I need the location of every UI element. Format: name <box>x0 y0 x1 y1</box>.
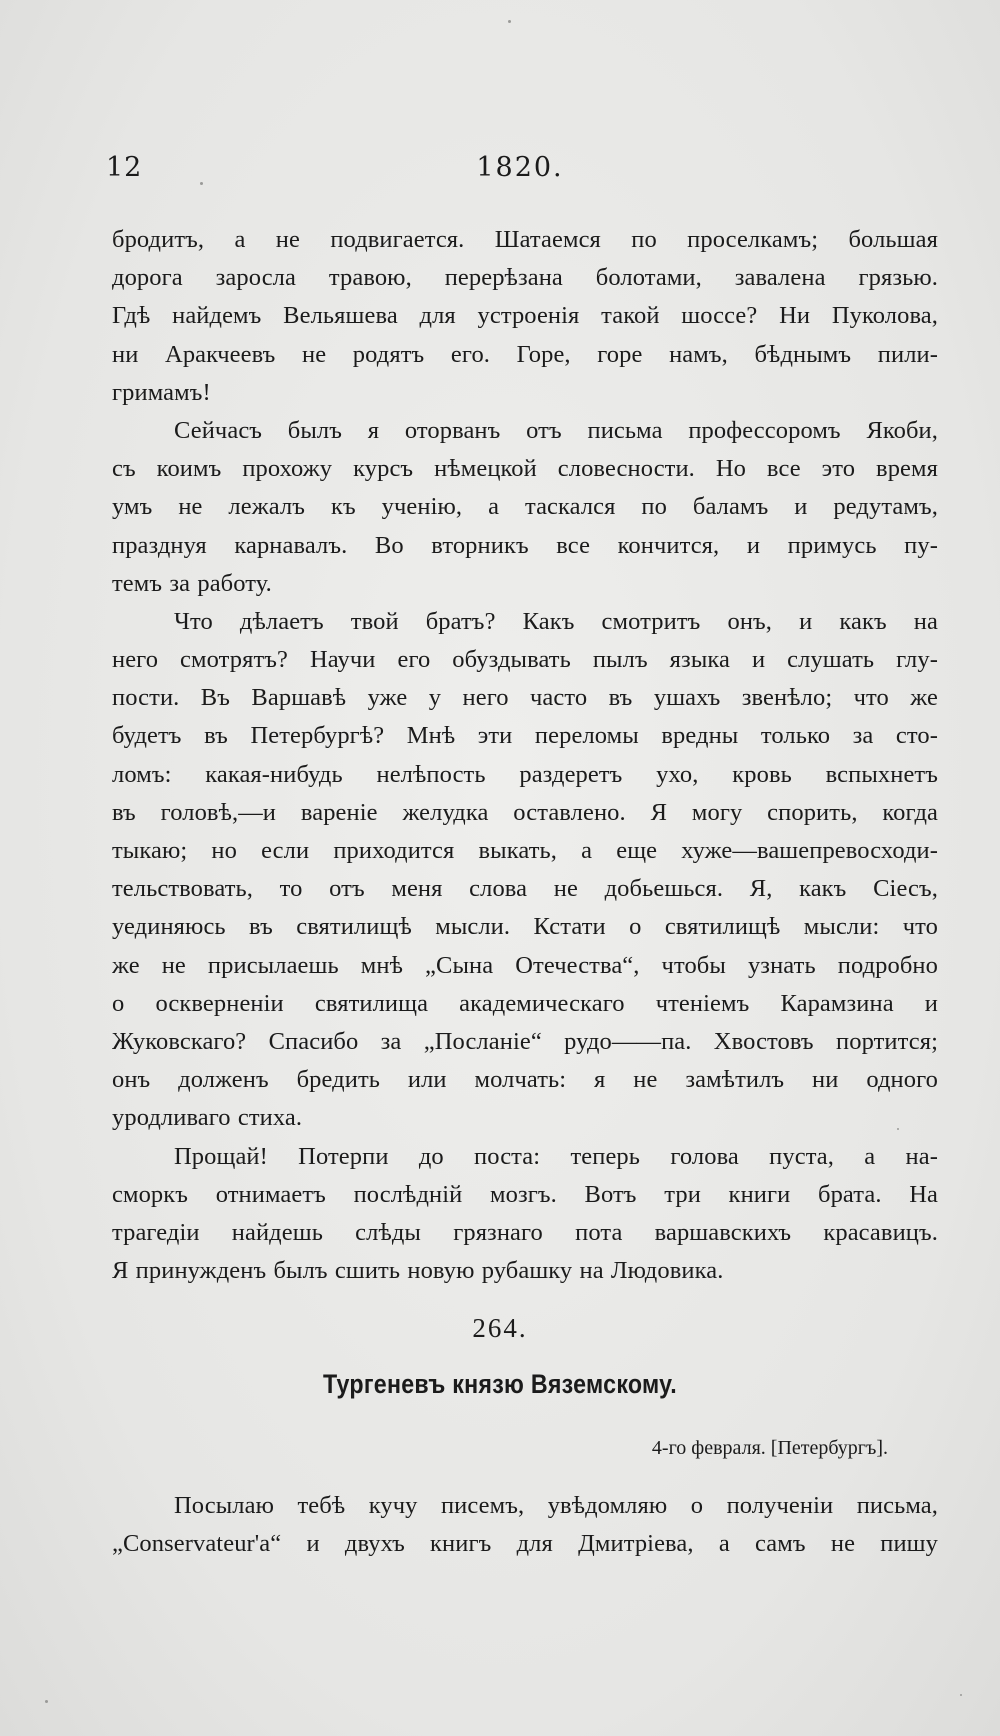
text-line: гримамъ! <box>112 378 211 406</box>
letter-number: 264. <box>472 1313 528 1343</box>
text-line: трагедіи найдешь слѣды грязнаго пота варшавскихъ красавицъ. <box>112 1218 938 1246</box>
paper-speck <box>508 20 511 23</box>
text-line: сморкъ отнимаетъ послѣдній мозгъ. Вотъ три книги брата. На <box>112 1180 938 1208</box>
paper-speck <box>45 1700 48 1703</box>
text-line: пости. Въ Варшавѣ уже у него часто въ ушахъ звенѣло; что же <box>112 684 938 712</box>
text-line: Я принужденъ былъ сшить новую рубашку на Людовика. <box>112 1257 724 1285</box>
text-line: бродитъ, а не подвигается. Шатаемся по проселкамъ; большая <box>112 226 938 253</box>
text-line: уединяюсь въ святилищѣ мысли. Кстати о святилищѣ мысли: что <box>112 913 938 941</box>
text-line: же не присылаешь мнѣ „Сына Отечества“, чтобы узнать подробно <box>112 951 938 979</box>
text-line: „Conservateur'а“ и двухъ книгъ для Дмитріева, а самъ не пишу <box>112 1530 938 1558</box>
text-line: темъ за работу. <box>112 569 272 597</box>
text-line: него смотрятъ? Научи его обуздывать пылъ языка и слушать глу- <box>112 646 938 674</box>
letter-title: Тургеневъ князю Вяземскому. <box>322 1369 677 1399</box>
text-line: съ коимъ прохожу курсъ нѣмецкой словесности. Но все это время <box>112 455 938 483</box>
text-line: дорога заросла травою, перерѣзана болотами, завалена грязью. <box>112 264 938 292</box>
text-line: онъ долженъ бредить или молчать: я не замѣтилъ ни одного <box>112 1066 938 1094</box>
letter-dateline: 4-го февраля. [Петербургъ]. <box>651 1437 888 1459</box>
text-line: въ головѣ,—и вареніе желудка оставлено. Я могу спорить, когда <box>112 798 938 826</box>
text-line: Прощай! Потерпи до поста: теперь голова пуста, а на- <box>174 1142 938 1170</box>
paper-speck <box>200 182 203 185</box>
letter-body <box>112 1487 938 1563</box>
text-line: празднуя карнавалъ. Во вторникъ все кончится, и примусь пу- <box>112 531 938 559</box>
text-line: ни Аракчеевъ не родятъ его. Горе, горе намъ, бѣднымъ пили- <box>112 340 938 368</box>
text-line: Что дѣлаетъ твой братъ? Какъ смотритъ онъ, и какъ на <box>174 607 938 635</box>
paper-speck <box>897 1128 899 1130</box>
text-line: Посылаю тебѣ кучу писемъ, увѣдомляю о полученіи письма, <box>174 1492 938 1519</box>
text-line: тельствовать, то отъ меня слова не добьешься. Я, какъ Сіесъ, <box>112 875 938 903</box>
text-line: будетъ въ Петербургѣ? Мнѣ эти переломы вредны только за сто- <box>112 722 938 750</box>
letter-body-continued <box>112 221 938 1290</box>
running-year: 1820. <box>476 152 564 183</box>
text-line: о оскверненіи святилища академическаго чтеніемъ Карамзина и <box>112 989 938 1017</box>
text-line: Гдѣ найдемъ Вельяшева для устроенія такой шоссе? Ни Пуколова, <box>112 302 938 330</box>
text-line: Сейчасъ былъ я оторванъ отъ письма профессоромъ Якоби, <box>174 416 938 444</box>
text-line: умъ не лежалъ къ ученію, а таскался по баламъ и редутамъ, <box>112 493 938 521</box>
text-line: уродливаго стиха. <box>112 1104 303 1132</box>
page-number: 12 <box>106 152 143 183</box>
running-header <box>106 152 934 192</box>
text-line: тыкаю; но если приходится выкать, а еще хуже—вашепревосходи- <box>112 837 938 864</box>
text-line: ломъ: какая-нибудь нелѣпость раздеретъ ухо, кровь вспыхнетъ <box>112 760 938 788</box>
paper-speck <box>960 1694 962 1696</box>
text-line: Жуковскаго? Спасибо за „Посланіе“ рудо——па. Хвостовъ портится; <box>112 1027 938 1055</box>
